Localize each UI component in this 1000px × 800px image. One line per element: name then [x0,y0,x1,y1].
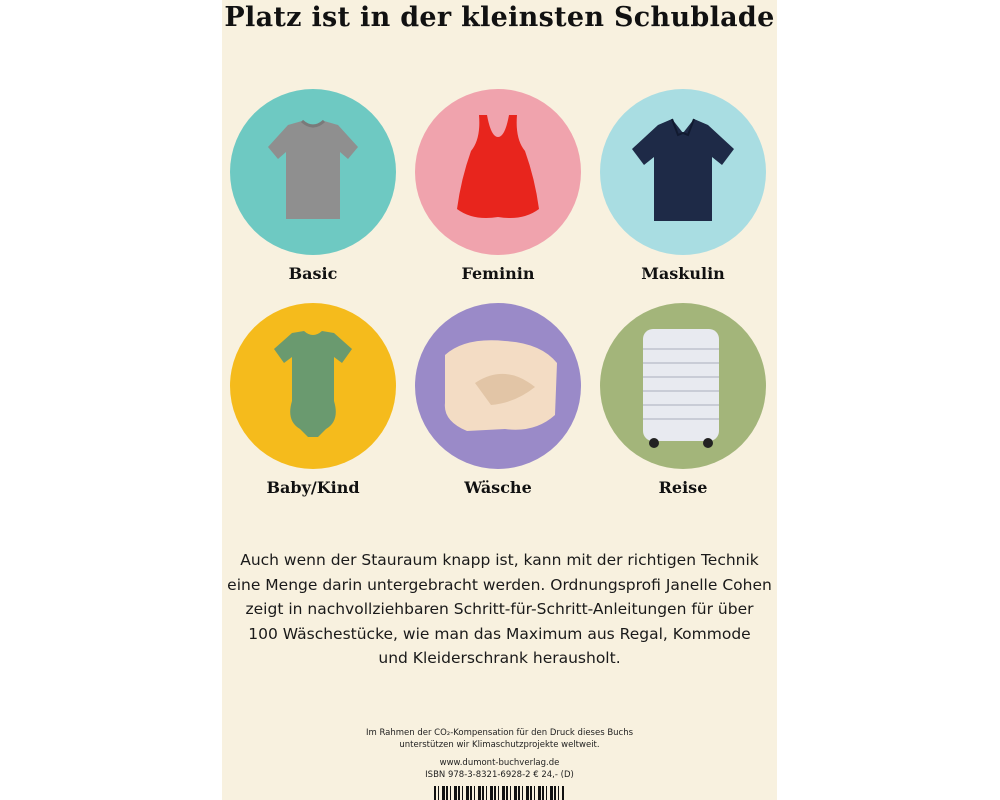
polo-shirt-icon [600,89,766,255]
suitcase-icon [600,303,766,469]
category-label-waesche: Wäsche [464,478,532,497]
isbn-price: ISBN 978-3-8321-6928-2 € 24,- (D) [425,770,574,780]
category-circle-waesche [415,303,581,469]
description-line: Auch wenn der Stauraum knapp ist, kann mit der richtigen Technik [240,551,759,569]
category-circle-baby-kind [230,303,396,469]
co2-note [222,727,777,751]
tshirt-icon [230,89,396,255]
category-circle-reise [600,303,766,469]
tank-top-icon [415,89,581,255]
category-label-feminin: Feminin [461,264,535,283]
co2-note-line-2: unterstützen wir Klimaschutzprojekte weltweit. [399,740,600,750]
baby-bodysuit-icon [230,303,396,469]
cover-description [222,548,777,671]
description-line: 100 Wäschestücke, wie man das Maximum aus Regal, Kommode [248,624,751,643]
co2-note-line-1: Im Rahmen der CO₂-Kompensation für den Druck dieses Buchs [365,728,634,738]
fitted-sheet-icon [415,303,581,469]
category-label-maskulin: Maskulin [641,264,725,283]
category-label-basic: Basic [288,264,338,283]
cover-title: Platz ist in der kleinsten Schublade [224,2,775,33]
description-line: eine Menge darin untergebracht werden. Ordnungsprofi Janelle Cohen [227,575,772,594]
category-circle-feminin [415,89,581,255]
description-line: zeigt in nachvollziehbaren Schritt-für-Schritt-Anleitungen für über [245,600,754,618]
category-circle-maskulin [600,89,766,255]
publisher-info [222,757,777,781]
publisher-website: www.dumont-buchverlag.de [439,758,560,768]
category-label-baby-kind: Baby/Kind [266,478,360,497]
category-circle-basic [230,89,396,255]
book-back-cover [222,0,777,800]
category-label-reise: Reise [658,478,708,497]
barcode [434,786,564,800]
description-line: und Kleiderschrank herausholt. [378,649,621,667]
